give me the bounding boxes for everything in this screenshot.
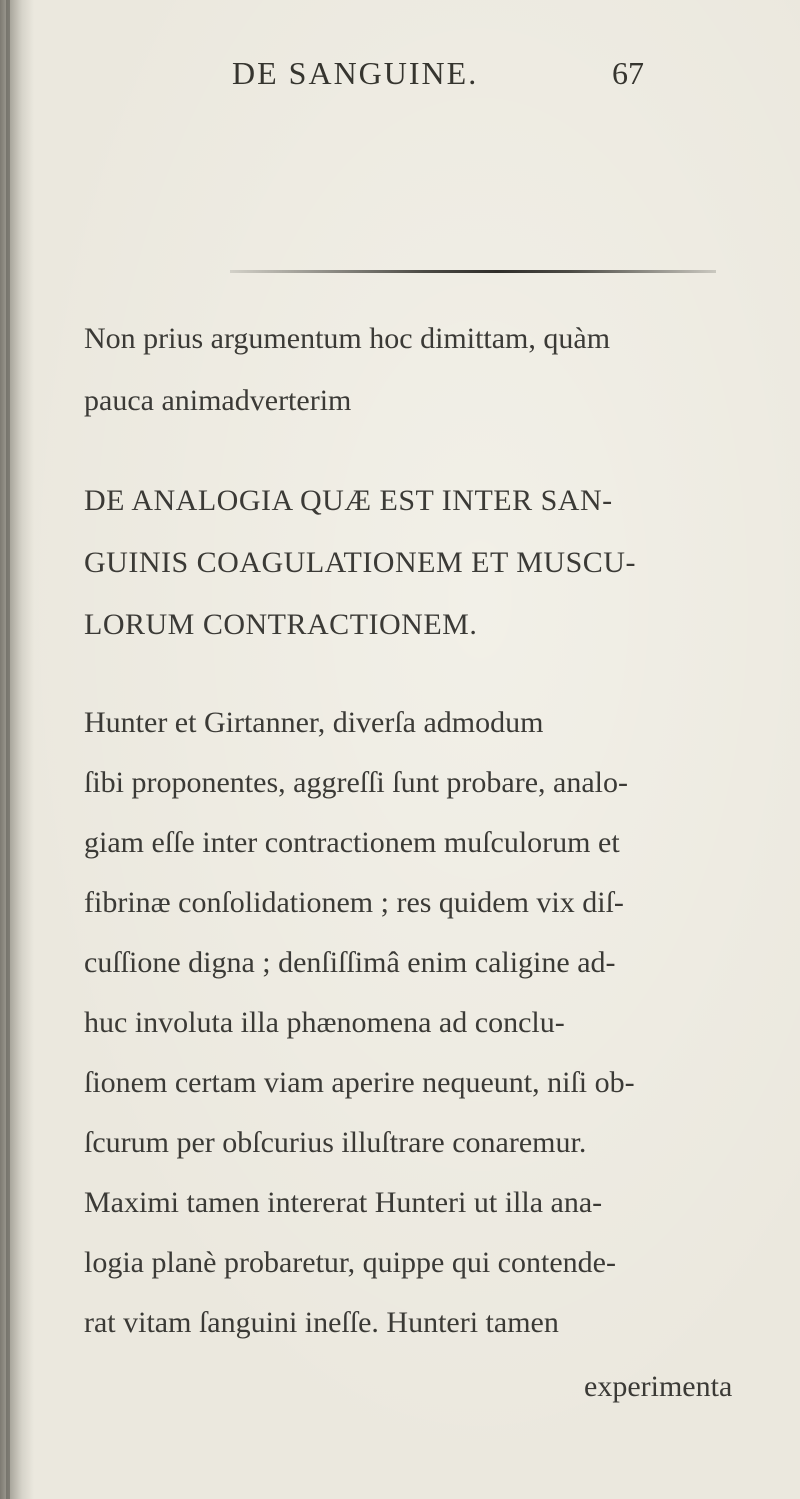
intro-line: pauca animadverterim [84, 384, 352, 417]
body-text-line: ſionem certam viam aperire nequeunt, niſi ob- [84, 1066, 635, 1099]
ornamental-rule [230, 270, 716, 273]
body-text-line: Hunter et Girtanner, diverſa admodum [84, 706, 544, 739]
body-text-line: cuſſione digna ; denſiſſimâ enim caligine ad- [84, 946, 616, 979]
section-heading-line: LORUM CONTRACTIONEM. [84, 608, 478, 641]
binding-edge [6, 0, 10, 1499]
page-number: 67 [612, 55, 644, 91]
body-text-line: Maximi tamen intererat Hunteri ut illa ana- [84, 1186, 603, 1219]
body-text-line: huc involuta illa phænomena ad conclu- [84, 1006, 565, 1039]
body-text-line: logia planè probaretur, quippe qui contende- [84, 1246, 616, 1279]
body-text-line: fibrinæ conſolidationem ; res quidem vix diſ- [84, 886, 624, 919]
section-heading-line: GUINIS COAGULATIONEM ET MUSCU- [84, 546, 636, 579]
catchword: experimenta [584, 1370, 733, 1403]
running-head [0, 55, 800, 105]
body-text-line: ſcurum per obſcurius illuſtrare conaremur. [84, 1126, 587, 1159]
body-text-line: giam eſſe inter contractionem muſculorum et [84, 826, 620, 859]
running-head-title: DE SANGUINE. [232, 55, 479, 91]
body-text-line: ſibi proponentes, aggreſſi ſunt probare, analo- [84, 766, 628, 799]
intro-line: Non prius argumentum hoc dimittam, quàm [84, 322, 611, 355]
body-text-line: rat vitam ſanguini ineſſe. Hunteri tamen [84, 1306, 559, 1339]
section-heading-line: DE ANALOGIA QUÆ EST INTER SAN- [84, 484, 613, 517]
